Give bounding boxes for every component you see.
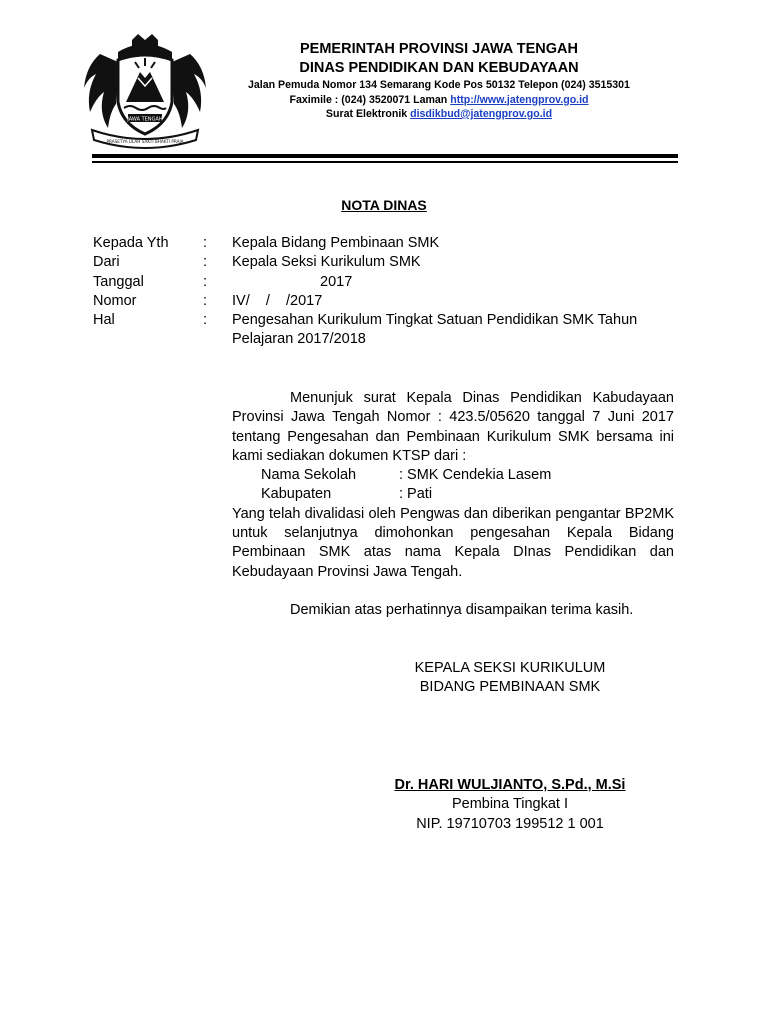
field-colon: : — [203, 254, 208, 271]
field-row-date — [93, 273, 680, 292]
field-colon: : — [203, 292, 208, 309]
field-colon: : — [203, 312, 208, 329]
field-label-from: Dari — [93, 254, 120, 271]
field-label-to: Kepada Yth — [93, 235, 169, 251]
detail-row-regency — [232, 485, 674, 504]
signature-position-line-2: BIDANG PEMBINAAN SMK — [419, 679, 601, 696]
signatory — [350, 776, 670, 834]
detail-value-school: : SMK Cendekia Lasem — [399, 467, 552, 484]
field-colon: : — [203, 273, 208, 290]
detail-label-regency: Kabupaten — [261, 486, 332, 503]
letterhead-address: Jalan Pemuda Nomor 134 Semarang Kode Pos 50132 Telepon (024) 3515301 — [248, 79, 630, 91]
detail-row-school — [232, 466, 674, 485]
signatory-name: Dr. HARI WULJIANTO, S.Pd., M.Si — [394, 777, 626, 793]
field-label-subject: Hal — [93, 312, 115, 329]
letterhead-email-label: Surat Elektronik — [325, 108, 411, 120]
field-value-date: 2017 — [320, 273, 353, 290]
memo-body — [232, 389, 674, 620]
signature-position — [350, 659, 670, 698]
website-link[interactable]: http://www.jatengprov.go.id — [450, 93, 589, 106]
field-value-to: Kepala Bidang Pembinaan SMK — [232, 235, 440, 251]
email-link[interactable]: disdikbud@jatengprov.go.id — [410, 108, 553, 120]
field-row-from — [93, 253, 680, 272]
letterhead — [200, 40, 678, 122]
signatory-rank: Pembina Tingkat I — [451, 796, 569, 813]
field-label-number: Nomor — [93, 292, 137, 309]
letterhead-email-line — [200, 107, 678, 122]
field-colon: : — [203, 235, 208, 251]
letterhead-line-department: DINAS PENDIDIKAN DAN KEBUDAYAAN — [299, 60, 579, 76]
body-paragraph-1: Menunjuk surat Kepala Dinas Pendidikan Kabudayaan Provinsi Jawa Tengah Nomor : 423.5/05620 tanggal 7 Juni 2017 tentang Pengesahan dan Pembinaan Kurikulum SMK bersama ini kami sediakan dokumen KTSP dari : — [232, 390, 674, 464]
body-paragraph-2: Yang telah divalidasi oleh Pengwas dan diberikan pengantar BP2MK untuk selanjutnya dimohonkan pengesahan Kepala Bidang Pembinaan SMK atas nama Kepala DInas Pendidikan dan Kebudayaan Provinsi Jawa Tengah. — [232, 505, 674, 580]
body-closing: Demikian atas perhatinnya disampaikan terima kasih. — [290, 601, 634, 618]
field-value-subject: Pengesahan Kurikulum Tingkat Satuan Pendidikan SMK Tahun Pelajaran 2017/2018 — [232, 312, 638, 348]
province-emblem-logo — [78, 32, 212, 150]
letterhead-fax-line — [200, 93, 678, 108]
letterhead-divider-thick — [92, 154, 678, 158]
detail-label-school: Nama Sekolah — [261, 467, 357, 484]
field-row-to — [93, 234, 680, 253]
signature-position-line-1: KEPALA SEKSI KURIKULUM — [414, 660, 606, 676]
field-label-date: Tanggal — [93, 273, 144, 290]
letterhead-divider-thin — [92, 161, 678, 163]
memo-header-fields — [93, 234, 680, 350]
document-title: NOTA DINAS — [341, 197, 427, 213]
logo-motto-text: PRASETYA ULAH SAKTI BHAKTI PRAJA — [106, 139, 184, 144]
logo-band-text: JAWA TENGAH — [127, 116, 163, 123]
letterhead-fax: Faximile : (024) 3520071 Laman — [289, 93, 451, 106]
letterhead-line-government: PEMERINTAH PROVINSI JAWA TENGAH — [300, 41, 578, 57]
field-value-number: IV/ / /2017 — [232, 292, 323, 309]
field-row-number — [93, 292, 680, 311]
field-row-subject — [93, 311, 680, 350]
detail-value-regency: : Pati — [399, 486, 433, 503]
signatory-nip: NIP. 19710703 199512 1 001 — [416, 815, 604, 832]
field-value-from: Kepala Seksi Kurikulum SMK — [232, 254, 421, 271]
